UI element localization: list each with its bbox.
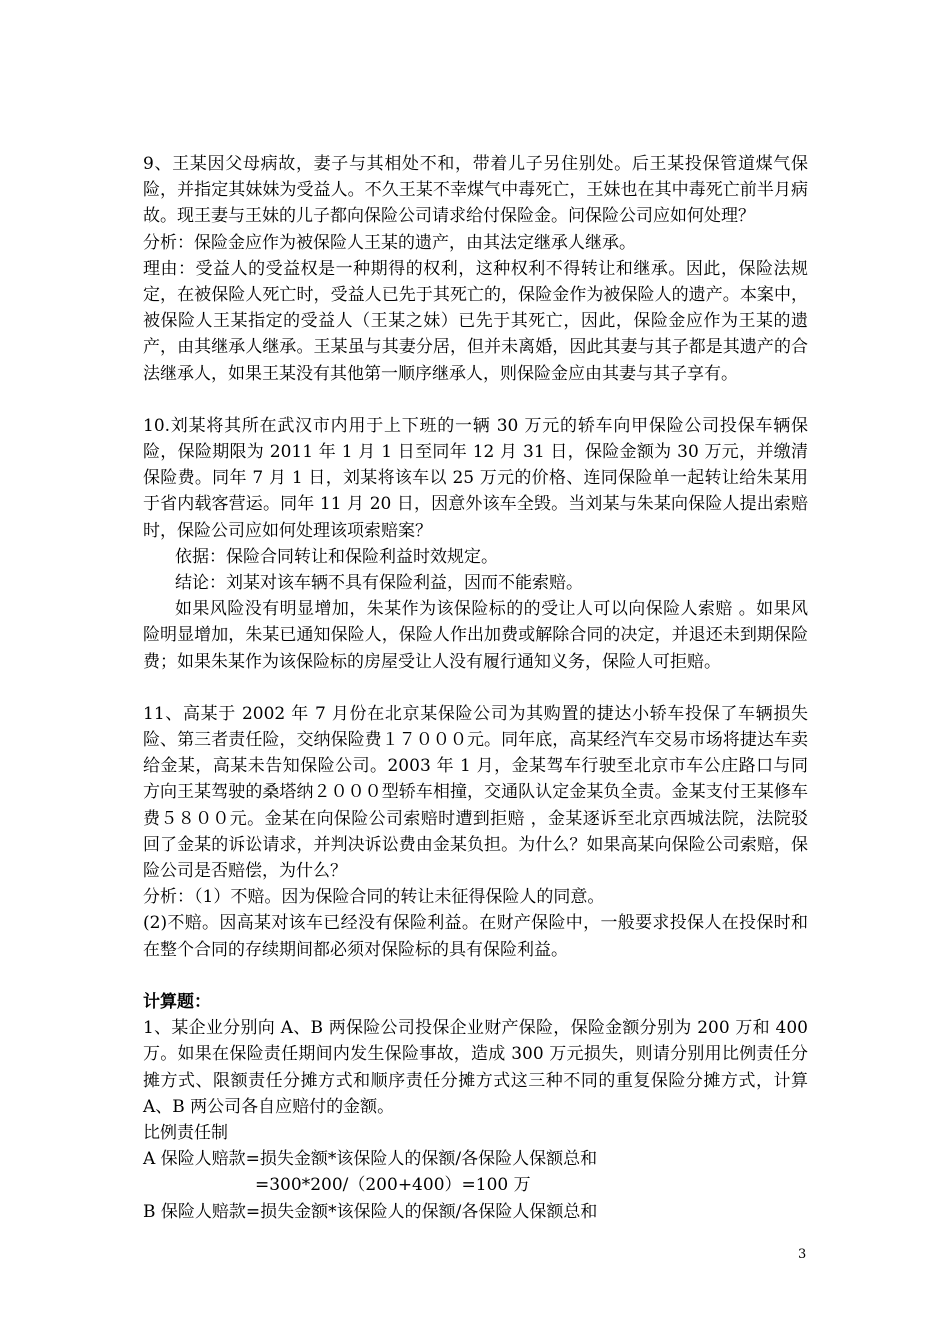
calc-question-1: 1、某企业分别向 A、B 两保险公司投保企业财产保险，保险金额分别为 200 万和 400 万。如果在保险责任期间内发生保险事故，造成 300 万元损失，则请分别用比例责任分摊方式、限额责任分摊方式和顺序责任分摊方式这三种不同的重复保险分摊方式，计算 A、B 两公司各自应赔付的金额。	[143, 1018, 808, 1117]
question-10-note: 如果风险没有明显增加，朱某作为该保险标的的受让人可以向保险人索赔 。如果风险明显增加，朱某已通知保险人，保险人作出加费或解除合同的决定，并退还未到期保险费；如果朱某作为该保险标的房屋受让人没有履行通知义务，保险人可拒赔。	[143, 599, 808, 672]
question-9-text: 9、王某因父母病故，妻子与其相处不和，带着儿子另住别处。后王某投保管道煤气保险，并指定其妹妹为受益人。不久王某不幸煤气中毒死亡，王妹也在其中毒死亡前半月病故。现王妻与王妹的儿子都向保险公司请求给付保险金。问保险公司应如何处理？	[143, 154, 808, 227]
question-11-text: 11、高某于 2002 年 7 月份在北京某保险公司为其购置的捷达小轿车投保了车辆损失险、第三者责任险，交纳保险费１７０００元。同年底，高某经汽车交易市场将捷达车卖给金某，高某未告知保险公司。2003 年 1 月，金某驾车行驶至北京市车公庄路口与同方向王某驾驶的桑塔纳２０００型轿车相撞，交通队认定金某负全责。金某支付王某修车费５８００元。金某在向保险公司索赔时遭到拒赔 ，金某逐诉至北京西城法院，法院驳回了金某的诉讼请求，并判决诉讼费由金某负担。为什么？如果高某向保险公司索赔，保险公司是否赔偿，为什么？	[143, 703, 808, 882]
paragraph-spacer	[143, 963, 808, 989]
question-11-analysis-2: (2)不赔。因高某对该车已经没有保险利益。在财产保险中，一般要求投保人在投保时和在整个合同的存续期间都必须对保险标的具有保险利益。	[143, 913, 808, 960]
question-10-basis: 依据：保险合同转让和保险利益时效规定。	[175, 546, 498, 567]
question-10-conclusion: 结论：刘某对该车辆不具有保险利益，因而不能索赔。	[175, 573, 583, 594]
calc-b-formula: B 保险人赔款=损失金额*该保险人的保额/各保险人保额总和	[143, 1201, 598, 1222]
question-9-analysis: 分析：保险金应作为被保险人王某的遗产，由其法定继承人继承。	[143, 232, 636, 253]
document-body	[143, 151, 808, 1225]
calc-section-heading: 计算题：	[143, 991, 211, 1012]
question-9-reason: 理由：受益人的受益权是一种期得的权利，这种权利不得转让和继承。因此，保险法规定，在被保险人死亡时，受益人已先于其死亡的，保险金作为被保险人的遗产。本案中，被保险人王某指定的受益人（王某之妹）已先于其死亡，因此，保险金应作为王某的遗产，由其继承人继承。王某虽与其妻分居，但并未离婚，因此其妻与其子都是其遗产的合法继承人，如果王某没有其他第一顺序继承人，则保险金应由其妻与其子享有。	[143, 258, 808, 384]
paragraph-spacer	[143, 675, 808, 701]
question-11-analysis-1: 分析：（1）不赔。因为保险合同的转让未征得保险人的同意。	[143, 887, 605, 908]
page-number: 3	[798, 1247, 807, 1262]
calc-method-label: 比例责任制	[143, 1122, 228, 1143]
calc-a-result: =300*200/（200+400）=100 万	[255, 1175, 531, 1196]
question-10-text: 10.刘某将其所在武汉市内用于上下班的一辆 30 万元的轿车向甲保险公司投保车辆保险，保险期限为 2011 年 1 月 1 日至同年 12 月 31 日，保险金额为 30 万元，并缴清保险费。同年 7 月 1 日，刘某将该车以 25 万元的价格、连同保险单一起转让给朱某用于省内载客营运。同年 11 月 20 日，因意外该车全毁。当刘某与朱某向保险人提出索赔时，保险公司应如何处理该项索赔案？	[143, 415, 808, 541]
calc-a-formula: A 保险人赔款=损失金额*该保险人的保额/各保险人保额总和	[143, 1149, 598, 1170]
paragraph-spacer	[143, 387, 808, 413]
